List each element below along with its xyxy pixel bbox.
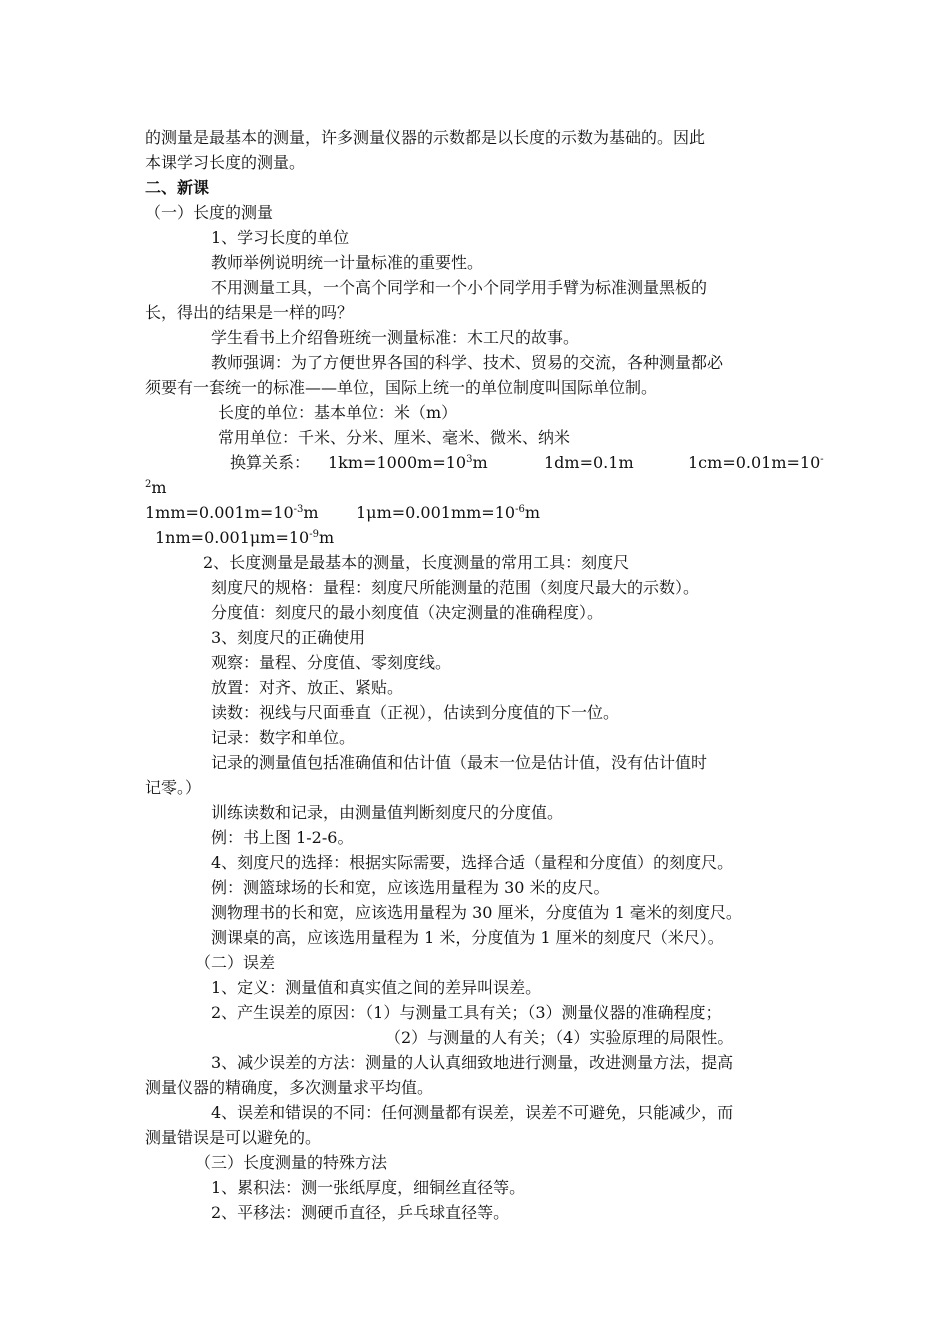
item-1-heading: 1、学习长度的单位: [211, 228, 350, 247]
paragraph-record-value-line-2: 记零。）: [145, 778, 202, 797]
paragraph-emphasis-line-2: 须要有一套统一的标准——单位，国际上统一的单位制度叫国际单位制。: [145, 378, 658, 397]
subsection-heading-special-methods: （三）长度测量的特殊方法: [195, 1153, 388, 1172]
section-heading-new-lesson: 二、新课: [145, 178, 210, 197]
paragraph-record: 记录：数字和单位。: [211, 728, 356, 747]
paragraph-example-figure: 例：书上图 1-2-6。: [211, 828, 354, 847]
error-causes-line-1: 2、产生误差的原因：（1）与测量工具有关；（3）测量仪器的准确程度；: [211, 1003, 722, 1022]
special-method-accumulation: 1、累积法：测一张纸厚度，细铜丝直径等。: [211, 1178, 526, 1197]
error-causes-line-2: （2）与测量的人有关；（4）实验原理的局限性。: [385, 1028, 734, 1047]
item-2-heading: 2、长度测量是最基本的测量，长度测量的常用工具：刻度尺: [203, 553, 630, 572]
error-definition: 1、定义：测量值和真实值之间的差异叫误差。: [211, 978, 542, 997]
intro-line-1: 的测量是最基本的测量，许多测量仪器的示数都是以长度的示数为基础的。因此: [145, 128, 706, 147]
paragraph-read: 读数：视线与尺面垂直（正视），估读到分度值的下一位。: [211, 703, 620, 722]
conversion-dm: 1dm=0.1m: [544, 453, 634, 472]
subsection-heading-error: （二）误差: [195, 953, 276, 972]
conversion-mm: $1mm=0.001m=10^{-3}m$: [145, 503, 319, 522]
error-reduce-line-2: 测量仪器的精确度，多次测量求平均值。: [145, 1078, 434, 1097]
conversion-label: 换算关系：: [230, 453, 311, 472]
item-4-heading: 4、刻度尺的选择：根据实际需要，选择合适（量程和分度值）的刻度尺。: [211, 853, 734, 872]
paragraph-no-tool-line-1: 不用测量工具，一个高个同学和一个小个同学用手臂为标准测量黑板的: [211, 278, 708, 297]
paragraph-example-desk: 测课桌的高，应该选用量程为 1 米，分度值为 1 厘米的刻度尺（米尺）。: [211, 928, 724, 947]
special-method-translation: 2、平移法：测硬币直径，乒乓球直径等。: [211, 1203, 510, 1222]
paragraph-record-value-line-1: 记录的测量值包括准确值和估计值（最末一位是估计值，没有估计值时: [211, 753, 708, 772]
paragraph-luban-story: 学生看书上介绍鲁班统一测量标准：木工尺的故事。: [211, 328, 580, 347]
intro-line-2: 本课学习长度的测量。: [145, 153, 306, 172]
paragraph-ruler-division: 分度值：刻度尺的最小刻度值（决定测量的准确程度）。: [211, 603, 604, 622]
paragraph-no-tool-line-2: 长，得出的结果是一样的吗？: [145, 303, 354, 322]
paragraph-observe: 观察：量程、分度值、零刻度线。: [211, 653, 452, 672]
conversion-km: $1km=1000m=10^3m$: [328, 453, 488, 472]
subsection-heading-length: （一）长度的测量: [145, 203, 274, 222]
paragraph-ruler-range: 刻度尺的规格：量程：刻度尺所能测量的范围（刻度尺最大的示数）。: [211, 578, 700, 597]
item-3-heading: 3、刻度尺的正确使用: [211, 628, 366, 647]
paragraph-place: 放置：对齐、放正、紧贴。: [211, 678, 404, 697]
paragraph-example-court: 例：测篮球场的长和宽，应该选用量程为 30 米的皮尺。: [211, 878, 610, 897]
unit-common-line: 常用单位：千米、分米、厘米、毫米、微米、纳米: [218, 428, 571, 447]
paragraph-example-book: 测物理书的长和宽，应该选用量程为 30 厘米，分度值为 1 毫米的刻度尺。: [211, 903, 742, 922]
unit-basic-line: 长度的单位：基本单位：米（m）: [218, 403, 458, 422]
error-reduce-line-1: 3、减少误差的方法：测量的人认真细致地进行测量，改进测量方法，提高: [211, 1053, 734, 1072]
paragraph-teacher-example: 教师举例说明统一计量标准的重要性。: [211, 253, 484, 272]
conversion-um: $1\mu m=0.001mm=10^{-6}m$: [356, 503, 540, 522]
conversion-nm: $1nm=0.001\mu m=10^{-9}m$: [155, 528, 335, 547]
paragraph-train: 训练读数和记录，由测量值判断刻度尺的分度值。: [211, 803, 564, 822]
paragraph-emphasis-line-1: 教师强调：为了方便世界各国的科学、技术、贸易的交流，各种测量都必: [211, 353, 724, 372]
error-vs-mistake-line-2: 测量错误是可以避免的。: [145, 1128, 322, 1147]
conversion-cm-continued: $^2$m: [145, 478, 167, 497]
error-vs-mistake-line-1: 4、误差和错误的不同：任何测量都有误差，误差不可避免，只能减少，而: [211, 1103, 734, 1122]
conversion-cm: 1cm=0.01m=10-: [688, 453, 824, 472]
